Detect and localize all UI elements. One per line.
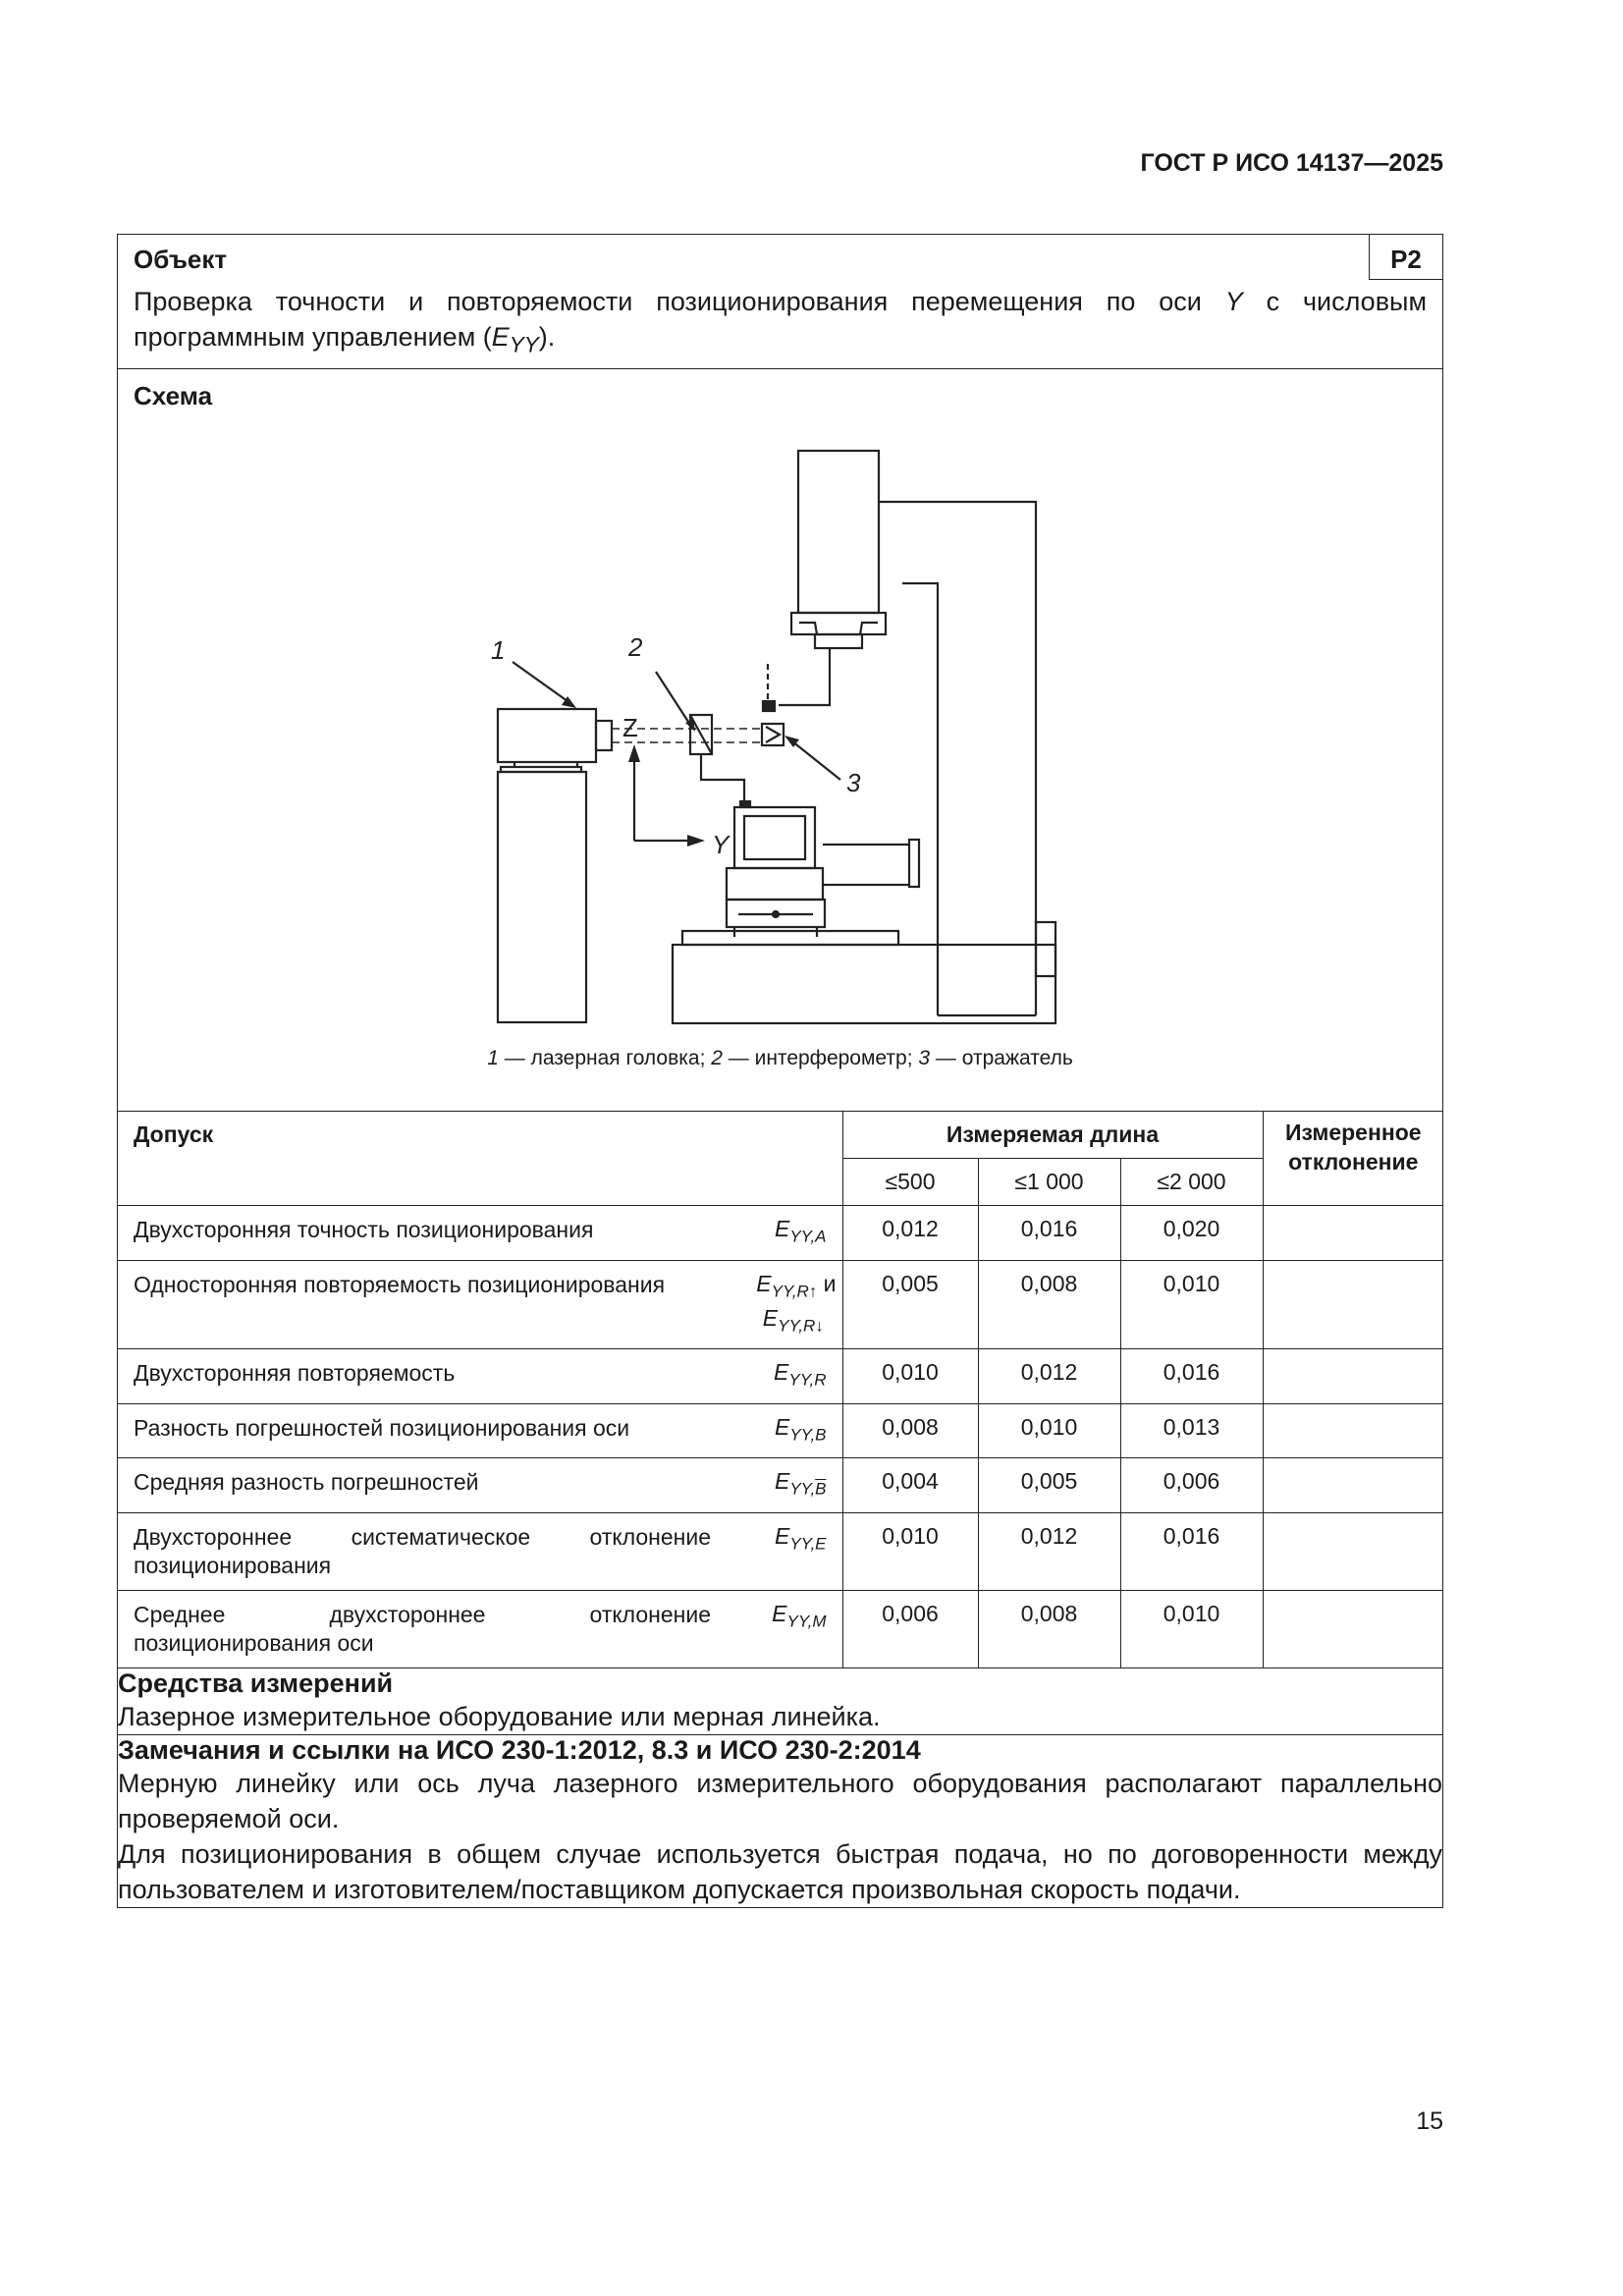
deviation-cell — [1263, 1590, 1443, 1667]
value-cell: 0,016 — [1120, 1349, 1263, 1404]
machine-base — [673, 945, 1055, 1023]
error-symbol: E — [491, 322, 510, 352]
callout-2: 2 — [628, 632, 643, 663]
value-cell: 0,008 — [978, 1590, 1120, 1667]
row-name: Средняя разность погрешностей — [118, 1458, 727, 1513]
table-row — [118, 1590, 1443, 1667]
table-row — [118, 1458, 1443, 1513]
row-symbol: $E_{YY,B}$ — [727, 1403, 842, 1458]
value-cell: 0,010 — [842, 1512, 978, 1590]
caption-text: — лазерная головка; — [498, 1047, 712, 1070]
tolerance-header: Допуск — [118, 1112, 842, 1206]
value-cell: 0,006 — [842, 1590, 978, 1667]
scheme-label: Схема — [134, 381, 213, 411]
row-symbol: $E_{YY,R↑}$ и $E_{YY,R↓}$ — [727, 1260, 842, 1348]
object-desc-part: с числовым программным управлением ( — [134, 287, 1428, 352]
tolerance-table — [118, 1112, 1443, 1667]
length-col-2000: ≤2 000 — [1120, 1159, 1263, 1206]
tools-text: Лазерное измерительное оборудование или мерная линейка. — [118, 1701, 881, 1731]
length-col-500: ≤500 — [842, 1159, 978, 1206]
machine-diagram — [118, 369, 1443, 1111]
page-number: 15 — [1416, 2107, 1443, 2135]
value-cell: 0,012 — [978, 1512, 1120, 1590]
value-cell: 0,012 — [978, 1349, 1120, 1404]
deviation-cell — [1263, 1403, 1443, 1458]
axis-z-label: Z — [622, 713, 638, 743]
notes-title: Замечания и ссылки на ИСО 230-1:2012, 8.3 и ИСО 230-2:2014 — [118, 1734, 921, 1765]
table-row — [118, 1512, 1443, 1590]
laser-head — [498, 709, 596, 762]
axis-y-label: Y — [712, 830, 730, 860]
value-cell: 0,005 — [842, 1260, 978, 1348]
value-cell: 0,010 — [1120, 1260, 1263, 1348]
value-cell: 0,010 — [842, 1349, 978, 1404]
value-cell: 0,008 — [978, 1260, 1120, 1348]
error-subscript: YY — [509, 332, 539, 357]
deviation-cell — [1263, 1206, 1443, 1261]
value-cell: 0,004 — [842, 1458, 978, 1513]
notes-paragraph-1: Мерную линейку или ось луча лазерного измерительного оборудования располагают параллельно проверяемой оси. — [118, 1768, 1442, 1833]
spindle-head — [798, 451, 879, 613]
row-symbol: $E_{YY,A}$ — [727, 1206, 842, 1261]
caption-num: 3 — [918, 1047, 931, 1070]
tools-title: Средства измерений — [118, 1667, 394, 1698]
deviation-cell — [1263, 1349, 1443, 1404]
axis-symbol: Y — [1224, 287, 1243, 316]
object-section — [118, 235, 1443, 369]
length-col-1000: ≤1 000 — [978, 1159, 1120, 1206]
test-code: P2 — [1369, 235, 1442, 280]
row-symbol: $E_{YY,M}$ — [727, 1590, 842, 1667]
row-symbol: $E_{YY,\overline{B}}$ — [727, 1458, 842, 1513]
row-symbol: $E_{YY,E}$ — [727, 1512, 842, 1590]
tools-section — [118, 1667, 1443, 1734]
test-card-table — [117, 234, 1443, 1908]
value-cell: 0,005 — [978, 1458, 1120, 1513]
row-name: Разность погрешностей позиционирования оси — [118, 1403, 727, 1458]
value-cell: 0,008 — [842, 1403, 978, 1458]
document-header: ГОСТ Р ИСО 14137—2025 — [1140, 149, 1443, 177]
table-row — [118, 1260, 1443, 1348]
value-cell: 0,012 — [842, 1206, 978, 1261]
object-description — [118, 280, 1442, 368]
measured-length-header: Измеряемая длина — [842, 1112, 1263, 1159]
object-label: Объект — [134, 245, 228, 274]
object-desc-part: ). — [538, 322, 556, 352]
notes-section — [118, 1734, 1443, 1907]
table-row — [118, 1206, 1443, 1261]
row-name: Двухсторонняя повторяемость — [118, 1349, 727, 1404]
deviation-cell — [1263, 1260, 1443, 1348]
value-cell: 0,020 — [1120, 1206, 1263, 1261]
table-row — [118, 1403, 1443, 1458]
scheme-caption — [118, 1047, 1442, 1070]
callout-3: 3 — [846, 768, 861, 798]
caption-num: 2 — [711, 1047, 723, 1070]
table-row — [118, 1349, 1443, 1404]
value-cell: 0,013 — [1120, 1403, 1263, 1458]
value-cell: 0,010 — [1120, 1590, 1263, 1667]
notes-paragraph-2: Для позиционирования в общем случае используется быстрая подача, но по договоренности между пользователем и изготовителем/поставщиком допускается произвольная скорость подачи. — [118, 1838, 1442, 1904]
measured-deviation-header: Измеренное отклонение — [1263, 1112, 1443, 1206]
scheme-section — [118, 369, 1443, 1112]
z-arrow-icon — [628, 744, 640, 762]
caption-text: — отражатель — [930, 1047, 1073, 1070]
value-cell: 0,006 — [1120, 1458, 1263, 1513]
row-name: Двухсторонняя точность позиционирования — [118, 1206, 727, 1261]
deviation-cell — [1263, 1512, 1443, 1590]
object-desc-part: Проверка точности и повторяемости позиционирования перемещения по оси — [134, 287, 1225, 316]
deviation-cell — [1263, 1458, 1443, 1513]
row-name: Среднее двухстороннее отклонение позиционирования оси — [118, 1590, 727, 1667]
row-name: Односторонняя повторяемость позиционирования — [118, 1260, 727, 1348]
value-cell: 0,016 — [978, 1206, 1120, 1261]
caption-num: 1 — [487, 1047, 499, 1070]
tolerance-section — [118, 1112, 1443, 1668]
row-symbol: $E_{YY,R}$ — [727, 1349, 842, 1404]
caption-text: — интерферометр; — [722, 1047, 919, 1070]
row-name: Двухстороннее систематическое отклонение позиционирования — [118, 1512, 727, 1590]
value-cell: 0,016 — [1120, 1512, 1263, 1590]
callout-1: 1 — [491, 635, 506, 666]
y-arrow-icon — [687, 835, 705, 847]
value-cell: 0,010 — [978, 1403, 1120, 1458]
